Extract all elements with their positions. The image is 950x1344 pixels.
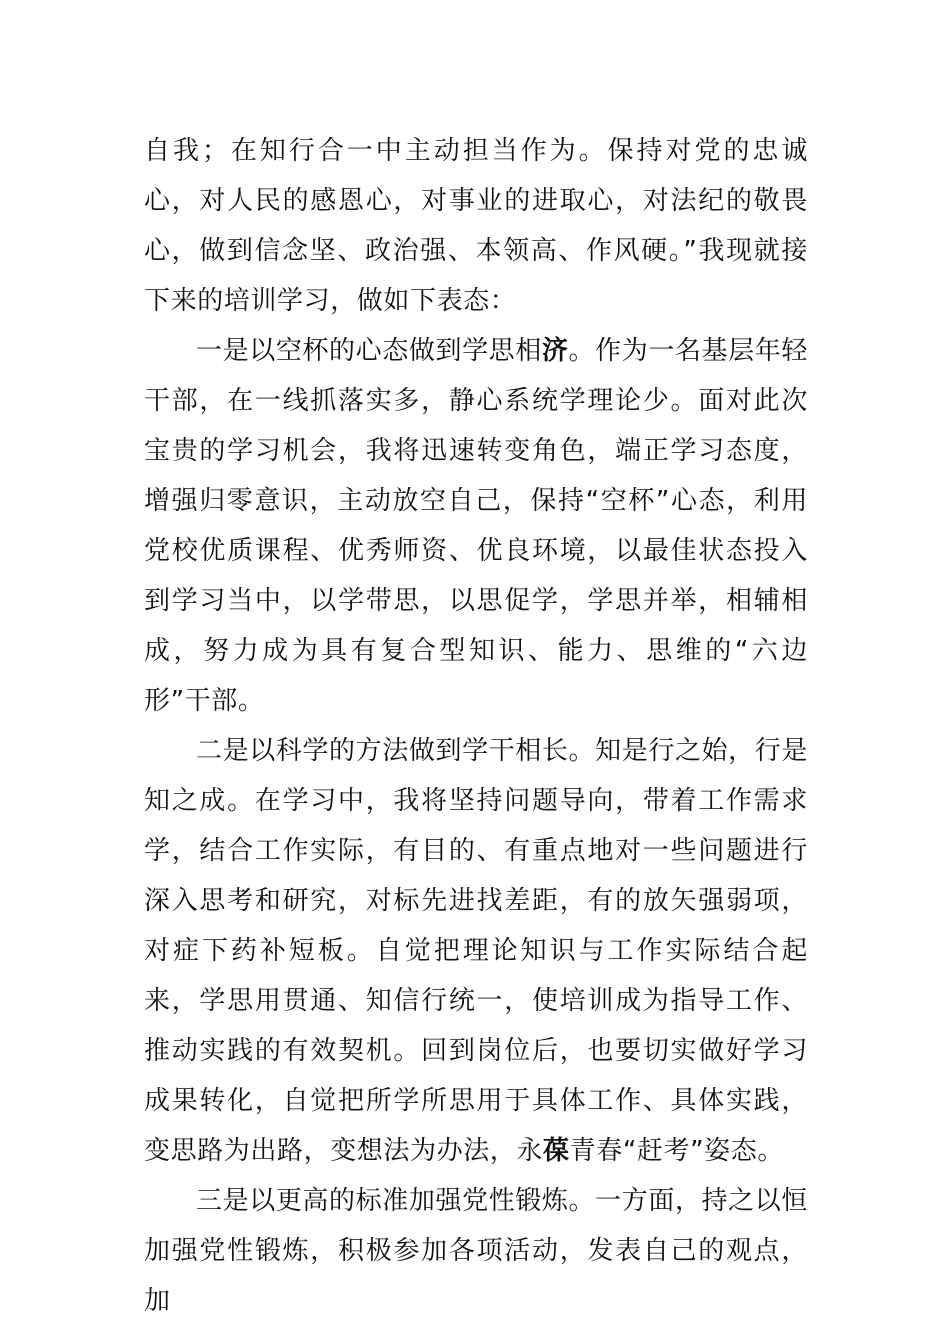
paragraph-text: 青春“赶考”姿态。 [569, 1136, 784, 1166]
paragraph-continuation [144, 126, 808, 326]
emphasized-character: 济 [541, 336, 569, 366]
paragraph-text: 自我；在知行合一中主动担当作为。保持对党的忠诚心，对人民的感恩心，对事业的进取心，对法纪的敬畏心，做到信念坚、政治强、本领高、作风硬。”我现就接下来的培训学习，做如下表态： [144, 136, 808, 316]
paragraph-text: 一是以空杯的心态做到学思相 [196, 336, 542, 366]
paragraph-point-two [144, 726, 808, 1176]
paragraph-text: 二是以科学的方法做到学干相长。知是行之始，行是知之成。在学习中，我将坚持问题导向，带着工作需求学，结合工作实际，有目的、有重点地对一些问题进行深入思考和研究，对标先进找差距，有的放矢强弱项，对症下药补短板。自觉把理论知识与工作实际结合起来，学思用贯通、知信行统一，使培训成为指导工作、推动实践的有效契机。回到岗位后，也要切实做好学习成果转化，自觉把所学所思用于具体工作、具体实践，变思路为出路，变想法为办法，永 [144, 736, 808, 1166]
emphasized-character: 葆 [543, 1136, 570, 1166]
paragraph-text: 三是以更高的标准加强党性锻炼。一方面，持之以恒加强党性锻炼，积极参加各项活动，发表自己的观点，加 [144, 1186, 808, 1316]
paragraph-text: 。作为一名基层年轻干部，在一线抓落实多，静心系统学理论少。面对此次宝贵的学习机会，我将迅速转变角色，端正学习态度，增强归零意识，主动放空自己，保持“空杯”心态，利用党校优质课程、优秀师资、优良环境，以最佳状态投入到学习当中，以学带思，以思促学，学思并举，相辅相成，努力成为具有复合型知识、能力、思维的“六边形”干部。 [144, 336, 808, 716]
paragraph-point-three [144, 1176, 808, 1326]
document-body [144, 126, 808, 1326]
paragraph-point-one [144, 326, 808, 726]
